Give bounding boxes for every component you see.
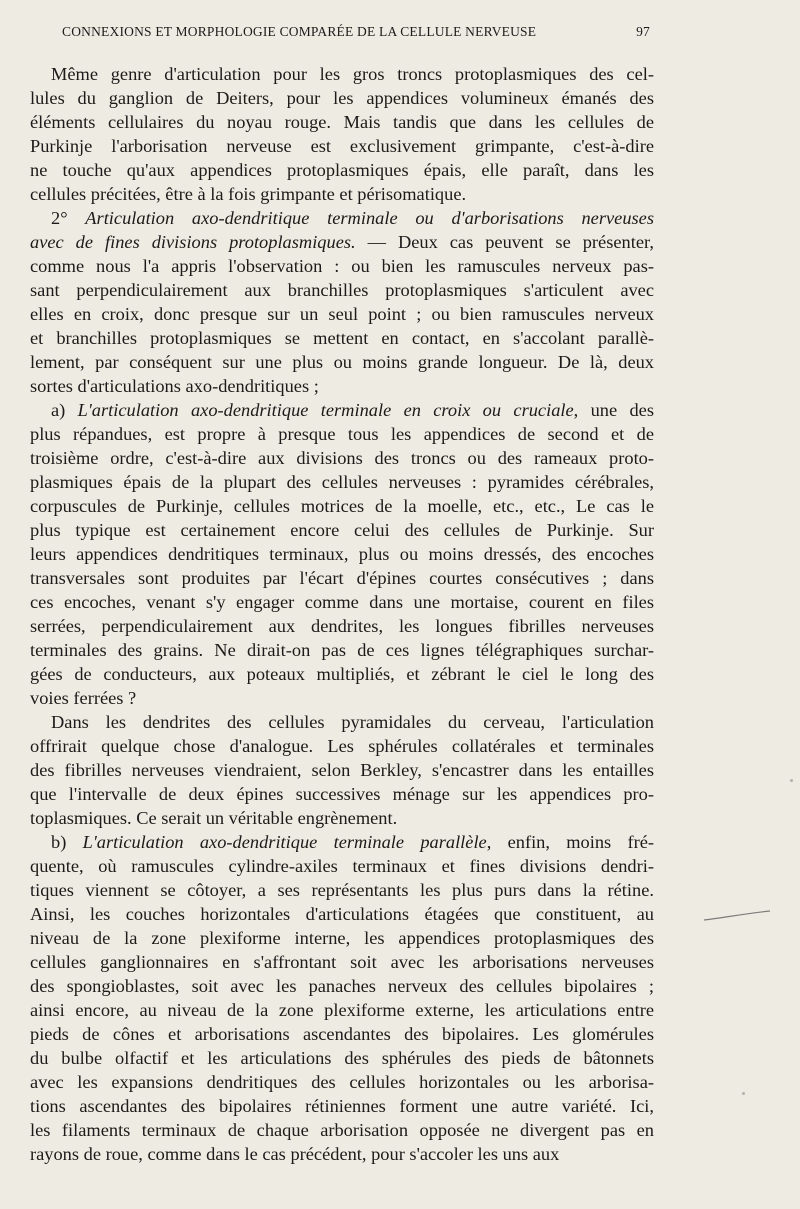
- text-line: gées de conducteurs, aux poteaux multipliés, et zébrant le ciel le long des: [30, 664, 654, 684]
- text-line: rayons de roue, comme dans le cas précédent, pour s'accoler les uns aux: [30, 1144, 560, 1164]
- text-line: plus répandues, est propre à presque tous les appendices de second et de: [30, 424, 654, 444]
- italic-heading: L'articulation axo-dendritique terminale parallèle: [82, 832, 487, 852]
- text-line: toplasmiques. Ce serait un véritable engrènement.: [30, 808, 398, 828]
- text-line: lement, par conséquent sur une plus ou moins grande longueur. De là, deux: [30, 352, 654, 372]
- margin-pencil-mark: [702, 908, 772, 924]
- paragraph: [30, 710, 654, 830]
- text-line: voies ferrées ?: [30, 688, 137, 708]
- page-number: 97: [636, 24, 650, 39]
- text-line: les filaments terminaux de chaque arborisation opposée ne divergent pas en: [30, 1120, 654, 1140]
- text-line: terminales des grains. Ne dirait-on pas de ces lignes télégraphiques surchar-: [30, 640, 654, 660]
- text-line: comme nous l'a appris l'observation : ou bien les ramuscules nerveux pas-: [30, 256, 654, 276]
- text-line: niveau de la zone plexiforme interne, les appendices protoplasmiques des: [30, 928, 654, 948]
- paragraph: [30, 398, 654, 710]
- text-line: leurs appendices dendritiques terminaux, plus ou moins dressés, des encoches: [30, 544, 654, 564]
- text-line: et branchilles protoplasmiques se mettent en contact, en s'accolant parallè-: [30, 328, 654, 348]
- text-line: offrirait quelque chose d'analogue. Les sphérules collatérales et terminales: [30, 736, 654, 756]
- text-line: avec les expansions dendritiques des cellules horizontales ou les arborisa-: [30, 1072, 654, 1092]
- text-line: serrées, perpendiculairement aux dendrites, les longues fibrilles nerveuses: [30, 616, 654, 636]
- text-line: b) L'articulation axo-dendritique terminale parallèle, enfin, moins fré-: [51, 832, 654, 852]
- paragraph: [30, 206, 654, 398]
- text-line: cellules précitées, être à la fois grimpante et périsomatique.: [30, 184, 467, 204]
- paragraph: [30, 62, 654, 206]
- body-text: [30, 62, 654, 1166]
- text-line: troisième ordre, c'est-à-dire aux divisions des troncs ou des rameaux proto-: [30, 448, 654, 468]
- text-line: des spongioblastes, soit avec les panaches nerveux des cellules bipolaires ;: [30, 976, 654, 996]
- paragraph: [30, 830, 654, 1166]
- text-line: plasmiques épais de la plupart des cellules nerveuses : pyramides cérébrales,: [30, 472, 654, 492]
- text-line: Purkinje l'arborisation nerveuse est exclusivement grimpante, c'est-à-dire: [30, 136, 654, 156]
- text-line: cellules ganglionnaires en s'affrontant soit avec les arborisations nerveuses: [30, 952, 654, 972]
- text-line: pieds de cônes et arborisations ascendantes des bipolaires. Les glomérules: [30, 1024, 654, 1044]
- text-line: avec de fines divisions protoplasmiques. — Deux cas peuvent se présenter,: [30, 232, 654, 252]
- text-line: que l'intervalle de deux épines successives ménage sur les appendices pro-: [30, 784, 654, 804]
- text-line: transversales sont produites par l'écart d'épines courtes consécutives ; dans: [30, 568, 654, 588]
- text-line: tions ascendantes des bipolaires rétiniennes forment une autre variété. Ici,: [30, 1096, 654, 1116]
- text-line: quente, où ramuscules cylindre-axiles terminaux et fines divisions dendri-: [30, 856, 654, 876]
- text-line: Ainsi, les couches horizontales d'articulations étagées que constituent, au: [30, 904, 654, 924]
- text-line: sant perpendiculairement aux branchilles protoplasmiques s'articulent avec: [30, 280, 654, 300]
- italic-heading: avec de fines divisions protoplasmiques.: [30, 232, 356, 252]
- text-line: corpuscules de Purkinje, cellules motrices de la moelle, etc., etc., Le cas le: [30, 496, 654, 516]
- text-line: tiques viennent se côtoyer, a ses représentants les plus purs dans la rétine.: [30, 880, 654, 900]
- text-line: ces encoches, venant s'y engager comme dans une mortaise, courent en files: [30, 592, 654, 612]
- text-line: a) L'articulation axo-dendritique terminale en croix ou cruciale, une des: [51, 400, 654, 420]
- scan-speck: [742, 1092, 745, 1095]
- text-line: lules du ganglion de Deiters, pour les appendices volumineux émanés des: [30, 88, 654, 108]
- text-line: ainsi encore, au niveau de la zone plexiforme externe, les articulations entre: [30, 1000, 654, 1020]
- running-head-title: CONNEXIONS ET MORPHOLOGIE COMPARÉE DE LA CELLULE NERVEUSE: [62, 24, 537, 39]
- text-line: éléments cellulaires du noyau rouge. Mais tandis que dans les cellules de: [30, 112, 654, 132]
- italic-heading: Articulation axo-dendritique terminale ou d'arborisations nerveuses: [85, 208, 654, 228]
- text-line: Dans les dendrites des cellules pyramidales du cerveau, l'articulation: [51, 712, 654, 732]
- italic-heading: L'articulation axo-dendritique terminale en croix ou cruciale: [77, 400, 574, 420]
- text-line: Même genre d'articulation pour les gros troncs protoplasmiques des cel-: [51, 64, 654, 84]
- text-line: sortes d'articulations axo-dendritiques ;: [30, 376, 319, 396]
- text-line: plus typique est certainement encore celui des cellules de Purkinje. Sur: [30, 520, 654, 540]
- text-line: du bulbe olfactif et les articulations des sphérules des pieds de bâtonnets: [30, 1048, 654, 1068]
- scan-speck: [790, 779, 793, 782]
- text-line: ne touche qu'aux appendices protoplasmiques épais, elle paraît, dans les: [30, 160, 654, 180]
- running-head: [62, 24, 650, 40]
- text-line: elles en croix, donc presque sur un seul point ; ou bien ramuscules nerveux: [30, 304, 654, 324]
- text-line: 2° Articulation axo-dendritique terminale ou d'arborisations nerveuses: [51, 208, 654, 228]
- text-line: des fibrilles nerveuses viendraient, selon Berkley, s'encastrer dans les entailles: [30, 760, 654, 780]
